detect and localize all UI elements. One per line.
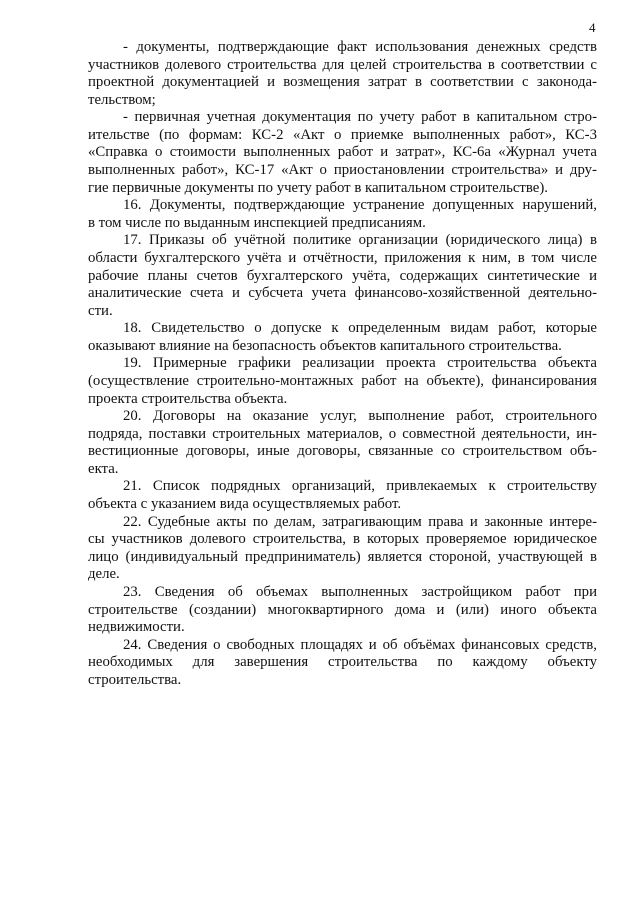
text-line: «Справка о стоимости выполненных работ и затрат», КС-6а «Журнал учета <box>88 144 597 161</box>
text-line: аналитические счета и субсчета учета финансово-хозяйственной деятельно- <box>88 285 597 302</box>
text-line: екта. <box>88 460 119 477</box>
text-line: оказывают влияние на безопасность объектов капитального строительства. <box>88 337 562 354</box>
text-line: необходимых для завершения строительства по каждому объекту <box>88 654 597 671</box>
text-line: рабочие планы счетов бухгалтерского учёта, содержащих синтетические и <box>88 267 597 284</box>
text-line: тельством; <box>88 91 156 108</box>
text-line: вестиционные договоры, иные договоры, связанные со строительством объ- <box>88 443 597 460</box>
list-item-18 <box>88 320 597 355</box>
text-line: участников долевого строительства для целей строительства в соответствии с <box>88 56 597 73</box>
text-line: строительства. <box>88 671 182 688</box>
text-line: 23. Сведения об объемах выполненных застройщиком работ при <box>123 583 597 600</box>
text-line: лицо (индивидуальный предприниматель) является стороной, участвующей в <box>88 548 597 565</box>
text-line: строительстве (создании) многоквартирного дома и (или) иного объекта <box>88 601 597 618</box>
list-item-23 <box>88 584 597 637</box>
text-line: в том числе по выданным инспекцией предписаниям. <box>88 214 426 231</box>
text-line: проекта строительства объекта. <box>88 390 288 407</box>
list-item-24 <box>88 637 597 690</box>
page-number: 4 <box>589 20 596 35</box>
text-line: гие первичные документы по учету работ в капитальном строительстве). <box>88 179 548 196</box>
list-item-16 <box>88 197 597 232</box>
text-line: 20. Договоры на оказание услуг, выполнение работ, строительного <box>123 408 597 425</box>
text-line: проектной документацией и возмещения затрат в соответствии с законода- <box>88 74 597 91</box>
text-line: подряда, поставки строительных материалов, о совместной деятельности, ин- <box>88 425 597 442</box>
text-line: 24. Сведения о свободных площадях и об объёмах финансовых средств, <box>123 636 597 653</box>
list-item-20 <box>88 408 597 478</box>
text-line: сти. <box>88 302 113 319</box>
text-line: объекта с указанием вида осуществляемых работ. <box>88 496 402 513</box>
text-line: области бухгалтерского учёта и отчётности, приложения к ним, в том числе <box>88 249 597 266</box>
list-item-22 <box>88 514 597 584</box>
list-item-19 <box>88 355 597 408</box>
list-item-21 <box>88 478 597 513</box>
text-line: - первичная учетная документация по учету работ в капитальном стро- <box>123 109 597 126</box>
text-line: сы участников долевого строительства, в которых проверяемое юридическое <box>88 531 597 548</box>
bullet-item-primary-accounting <box>88 109 597 197</box>
text-line: 22. Судебные акты по делам, затрагивающим права и законные интере- <box>123 513 597 530</box>
text-line: 17. Приказы об учётной политике организации (юридического лица) в <box>123 232 597 249</box>
list-item-17 <box>88 232 597 320</box>
bullet-item-documents <box>88 39 597 109</box>
text-line: (осуществление строительно-монтажных работ на объекте), финансирования <box>88 372 597 389</box>
text-line: ительстве (по формам: КС-2 «Акт о приемке выполненных работ», КС-3 <box>88 126 597 143</box>
text-line: 19. Примерные графики реализации проекта строительства объекта <box>123 355 597 372</box>
text-line: - документы, подтверждающие факт использования денежных средств <box>123 39 597 55</box>
text-line: 21. Список подрядных организаций, привлекаемых к строительству <box>123 478 597 495</box>
text-line: 16. Документы, подтверждающие устранение допущенных нарушений, <box>123 197 597 214</box>
document-body <box>88 39 597 689</box>
text-line: 18. Свидетельство о допуске к определенным видам работ, которые <box>123 320 597 337</box>
text-line: деле. <box>88 566 120 583</box>
text-line: недвижимости. <box>88 619 185 636</box>
text-line: выполненных работ», КС-17 «Акт о приостановлении строительства» и дру- <box>88 162 597 179</box>
